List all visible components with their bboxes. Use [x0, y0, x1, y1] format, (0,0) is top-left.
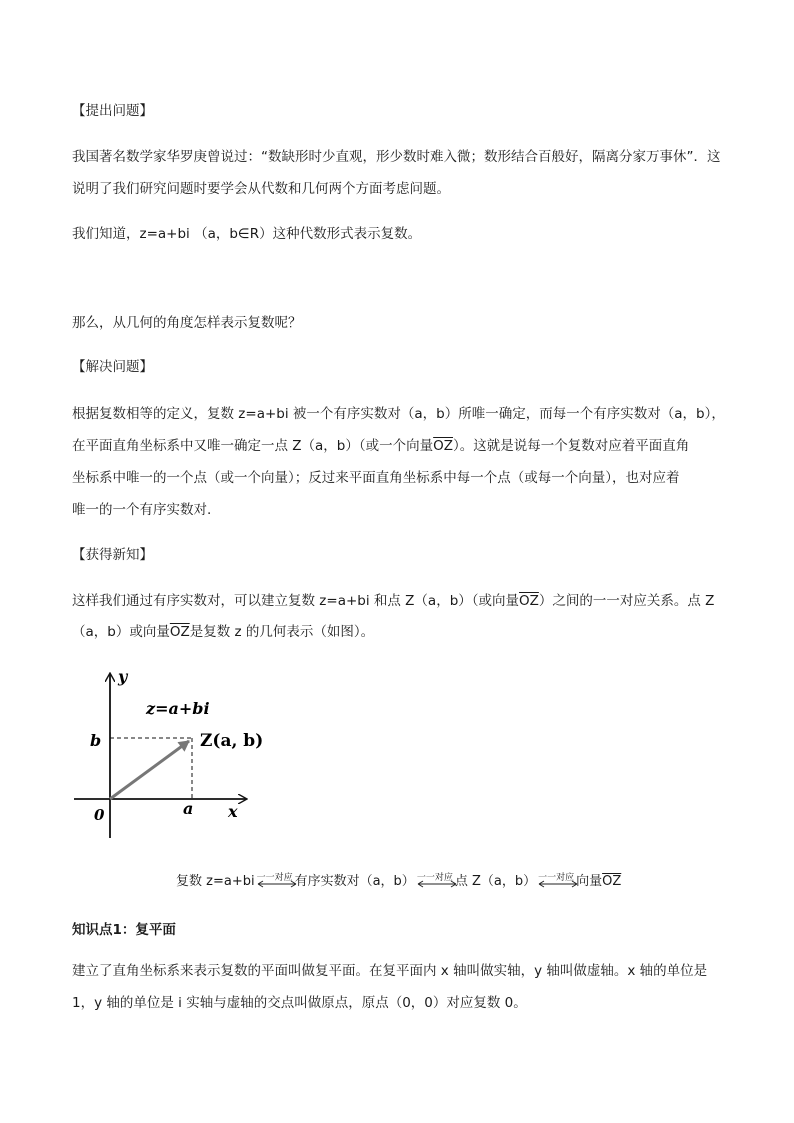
- caption-complex: 复数 z=a+bi: [176, 874, 255, 889]
- a-label: a: [183, 799, 194, 818]
- arrow-label: 一一对应: [416, 873, 453, 883]
- paragraph-4-line-1: 根据复数相等的定义，复数 z=a+bi 被一个有序实数对（a，b）所唯一确定，而每一个有序实数对（a，b），: [72, 406, 725, 422]
- paragraph-5-line-2-text-b: 是复数 z 的几何表示（如图）。: [189, 624, 375, 640]
- diagram-caption: [176, 870, 621, 889]
- caption-vector: 向量: [576, 874, 603, 889]
- knowledge-line-2: 1，y 轴的单位是 i 实轴与虚轴的交点叫做原点，原点（0，0）对应复数 0。: [72, 995, 527, 1011]
- origin-label: 0: [94, 806, 105, 824]
- paragraph-5-line-1-text-b: ）之间的一一对应关系。点 Z: [538, 593, 715, 609]
- vector-oz: $\overline{OZ}$: [602, 874, 622, 889]
- vector-oz: $\overline{OZ}$: [519, 593, 539, 609]
- one-to-one-arrow: [257, 870, 293, 883]
- section-solve-question: 【解决问题】: [72, 359, 153, 375]
- caption-ordered-pair: 有序实数对（a，b）: [294, 874, 415, 889]
- paragraph-5-line-1-text-a: 这样我们通过有序实数对，可以建立复数 z=a+bi 和点 Z（a，b）（或向量: [72, 593, 520, 609]
- vector-oz: $\overline{OZ}$: [433, 438, 454, 454]
- b-label: b: [90, 731, 102, 750]
- arrow-label: 一一对应: [256, 873, 293, 883]
- x-axis-label: x: [228, 802, 238, 821]
- knowledge-point-title: 知识点1：复平面: [72, 922, 176, 938]
- one-to-one-arrow: [538, 870, 574, 883]
- paragraph-4-line-2-text-a: 在平面直角坐标系中又唯一确定一点 Z（a，b）（或一个向量: [72, 438, 434, 454]
- point-z-label: Z(a, b): [200, 731, 264, 751]
- paragraph-5-line-1: [72, 591, 714, 611]
- paragraph-4-line-2-text-b: ）。这就是说每一个复数对应着平面直角: [453, 438, 690, 454]
- section-raise-question: 【提出问题】: [72, 103, 153, 119]
- paragraph-2: 我们知道，z=a+bi （a，b∈R）这种代数形式表示复数。: [72, 226, 422, 242]
- arrow-label: 一一对应: [538, 873, 575, 883]
- vector-oz-arrow: [110, 741, 189, 799]
- paragraph-5-line-2: [72, 622, 374, 642]
- one-to-one-arrow: [417, 870, 453, 883]
- section-new-knowledge: 【获得新知】: [72, 547, 153, 563]
- paragraph-4-line-2: [72, 436, 689, 456]
- paragraph-4-line-4: 唯一的一个有序实数对.: [72, 502, 212, 518]
- paragraph-1-line-1: 我国著名数学家华罗庚曾说过：“数缺形时少直观，形少数时难入微；数形结合百般好，隔离分家万事休”．这: [72, 149, 721, 165]
- knowledge-line-1: 建立了直角坐标系来表示复数的平面叫做复平面。在复平面内 x 轴叫做实轴，y 轴叫做虚轴。x 轴的单位是: [72, 963, 708, 979]
- vector-oz: $\overline{OZ}$: [169, 624, 190, 640]
- y-axis-label: y: [118, 667, 128, 686]
- complex-plane-diagram: [70, 662, 270, 842]
- equation-label: z=a+bi: [146, 699, 210, 718]
- paragraph-3: 那么，从几何的角度怎样表示复数呢？: [72, 315, 302, 331]
- paragraph-5-line-2-text-a: （a，b）或向量: [72, 624, 170, 640]
- double-arrow-icon: [417, 880, 457, 888]
- double-arrow-icon: [257, 880, 297, 888]
- paragraph-1-line-2: 说明了我们研究问题时要学会从代数和几何两个方面考虑问题。: [72, 181, 450, 197]
- double-arrow-icon: [538, 880, 578, 888]
- caption-point: 点 Z（a，b）: [454, 874, 537, 889]
- paragraph-4-line-3: 坐标系中唯一的一个点（或一个向量）；反过来平面直角坐标系中每一个点（或每一个向量），也对应着: [72, 470, 680, 486]
